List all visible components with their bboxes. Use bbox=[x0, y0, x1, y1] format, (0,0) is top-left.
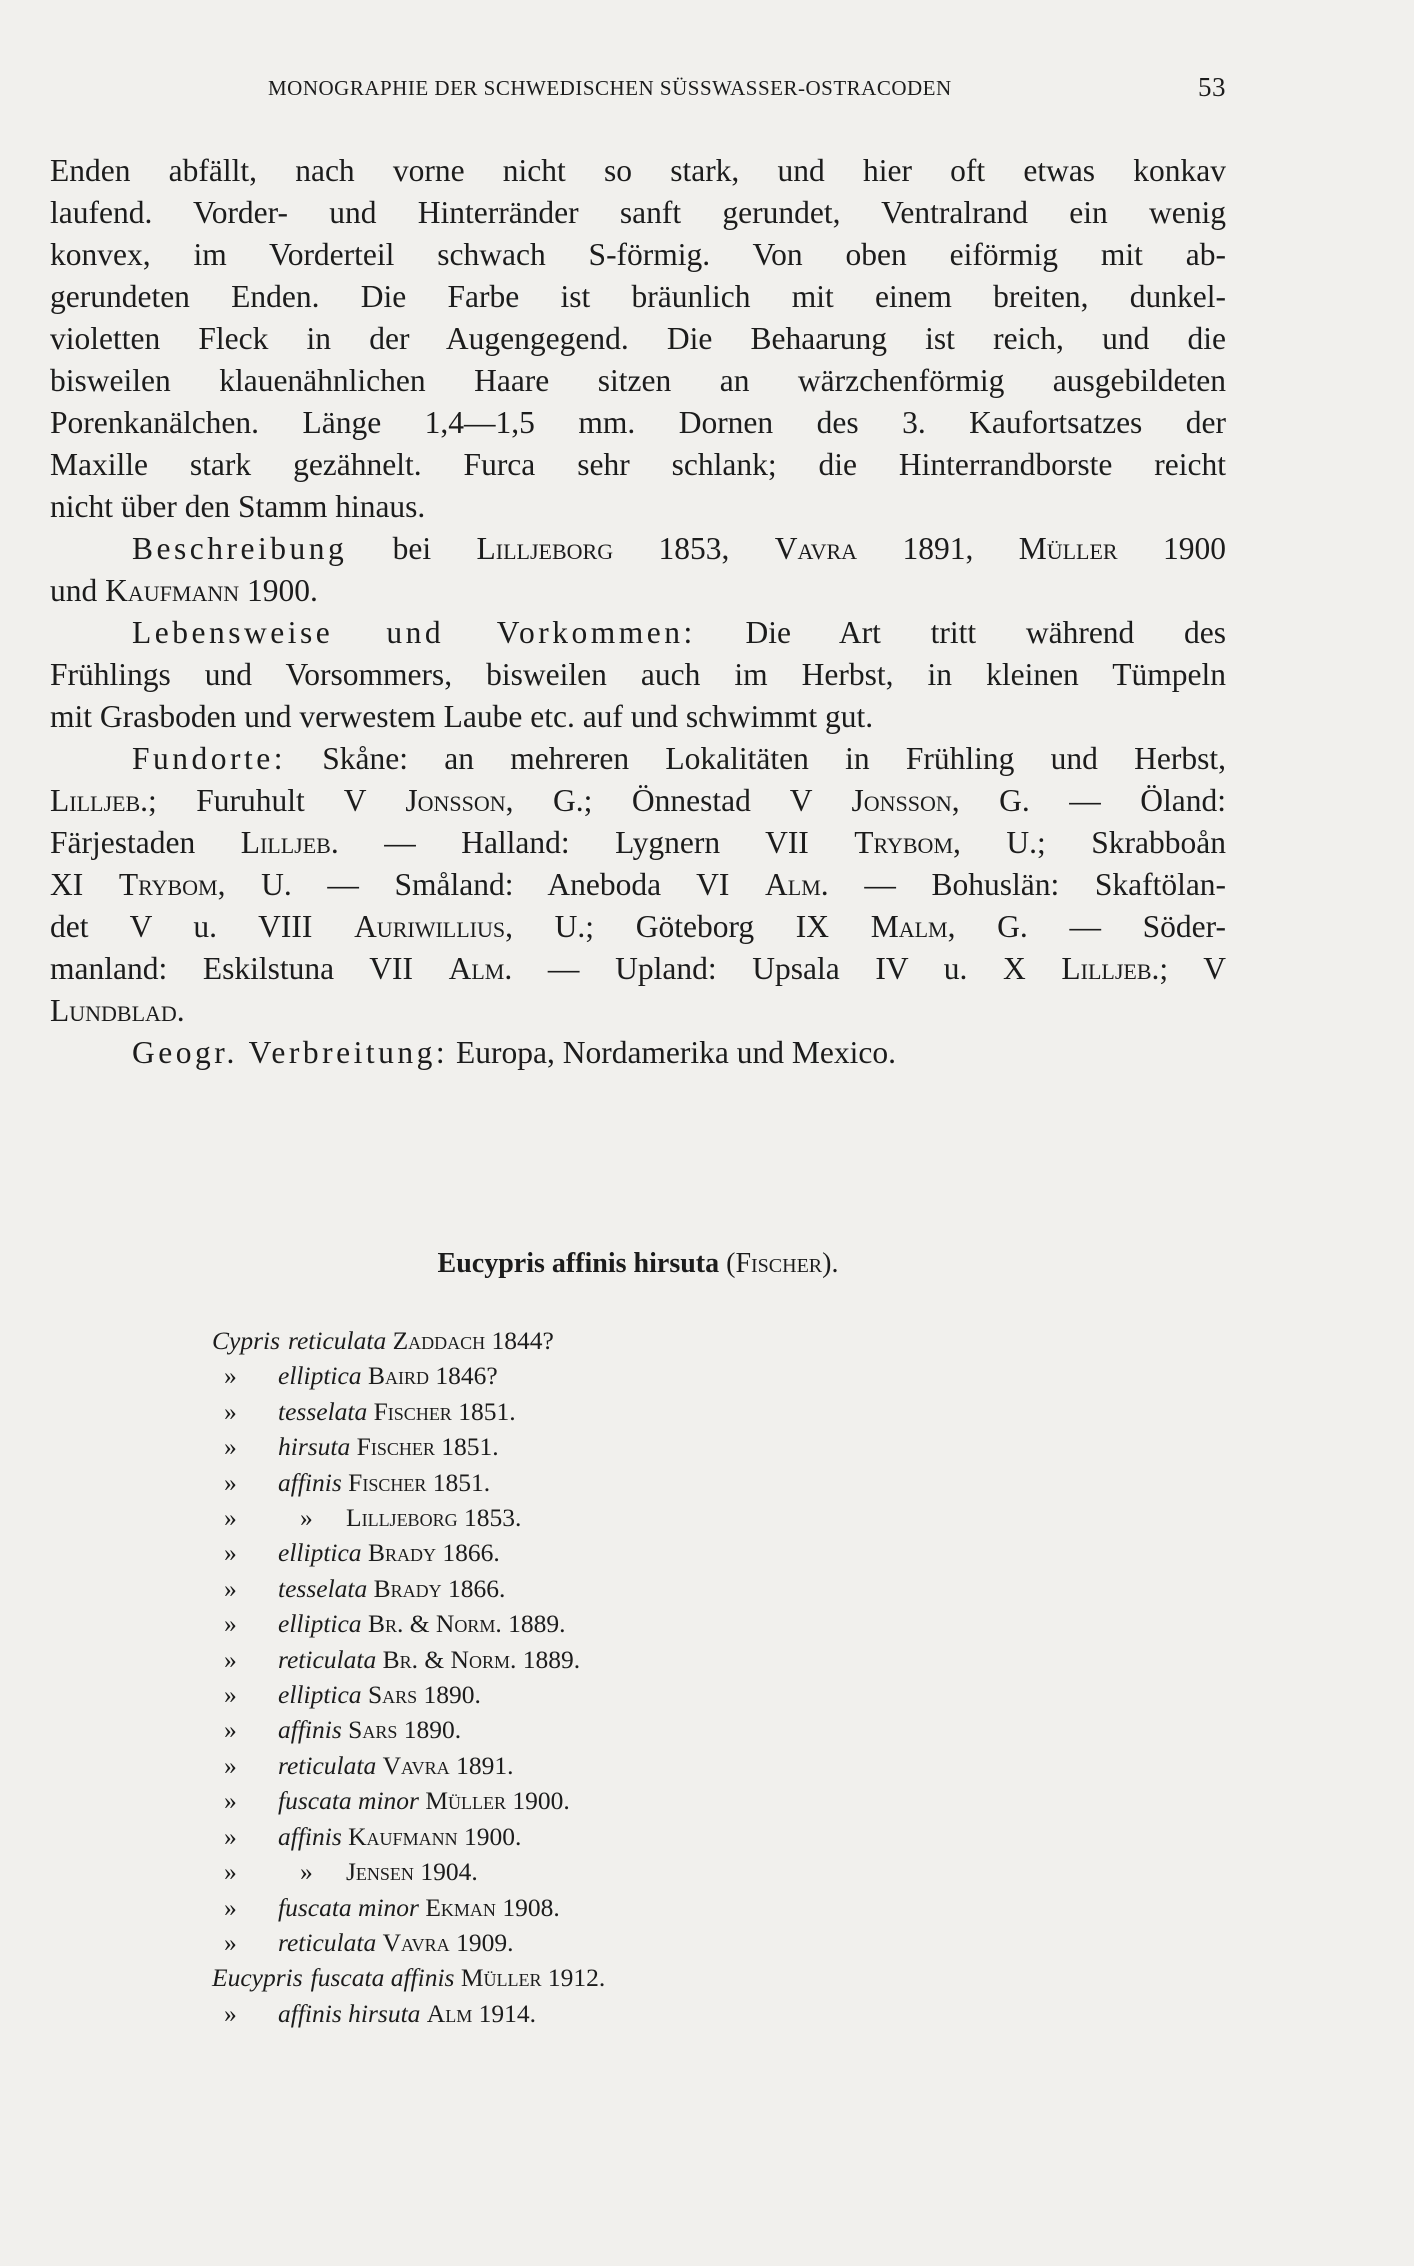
text-run: — Halland: Lygnern VII bbox=[384, 825, 809, 860]
text-line: Maxille stark gezähnelt. Furca sehr schlank; die Hinterrandborste reicht bbox=[50, 447, 1226, 482]
synonymy-year: 1889. bbox=[522, 1644, 581, 1674]
synonymy-year: 1846? bbox=[435, 1361, 498, 1391]
text-run: bei bbox=[392, 531, 432, 566]
synonymy-year: 1890. bbox=[403, 1715, 462, 1745]
text-run: det V u. VIII bbox=[50, 909, 313, 944]
synonymy-year: 1866. bbox=[442, 1538, 500, 1568]
synonymy-epithet: reticulata bbox=[278, 1927, 377, 1957]
synonymy-ditto: » bbox=[300, 1503, 313, 1533]
synonymy-author: Müller bbox=[460, 1963, 542, 1993]
synonymy-genus: » bbox=[224, 1927, 237, 1957]
text-line: Enden abfällt, nach vorne nicht so stark, und hier oft etwas konkav bbox=[50, 153, 1226, 188]
synonymy-epithet: elliptica bbox=[278, 1361, 362, 1391]
synonymy-year: 1866. bbox=[448, 1573, 506, 1603]
text-run: — Upland: Upsala IV u. X bbox=[547, 951, 1026, 986]
synonymy-genus: » bbox=[224, 1467, 237, 1497]
synonymy-year: 1914. bbox=[478, 1998, 536, 2028]
text-run: — Öland: bbox=[1069, 783, 1227, 818]
text-run: Färjestaden bbox=[50, 825, 196, 860]
synonymy-genus: » bbox=[224, 1680, 237, 1710]
synonymy-author: Sars bbox=[348, 1715, 398, 1745]
synonymy-genus: » bbox=[224, 1644, 237, 1674]
synonymy-year: 1851. bbox=[441, 1432, 499, 1462]
synonymy-list bbox=[212, 1323, 605, 2031]
synonymy-entry bbox=[212, 1358, 605, 1393]
text-line: bisweilen klauenähnlichen Haare sitzen an wärzchenförmig ausgebildeten bbox=[50, 363, 1226, 398]
synonymy-epithet: fuscata minor bbox=[278, 1786, 419, 1816]
synonymy-year: 1851. bbox=[458, 1396, 516, 1426]
synonymy-epithet: reticulata bbox=[288, 1326, 387, 1355]
page-number: 53 bbox=[1198, 72, 1226, 102]
text-run: Skåne: an mehreren Lokalitäten in Frühling und Herbst, bbox=[322, 741, 1227, 776]
species-author: (Fischer). bbox=[726, 1248, 839, 1279]
synonymy-entry bbox=[212, 1819, 605, 1854]
synonymy-author: Fischer bbox=[348, 1467, 427, 1497]
synonymy-year: 1908. bbox=[502, 1892, 560, 1922]
synonymy-epithet: elliptica bbox=[278, 1538, 362, 1568]
author-name: Auriwillius, U. bbox=[354, 909, 586, 944]
synonymy-genus: » bbox=[224, 1857, 237, 1887]
text-line: violetten Fleck in der Augengegend. Die Behaarung ist reich, und die bbox=[50, 321, 1226, 356]
synonymy-author: Baird bbox=[367, 1361, 429, 1391]
synonymy-year: 1851. bbox=[432, 1467, 491, 1497]
author-name: Lilljeb. bbox=[1061, 951, 1160, 986]
synonymy-author: Brady bbox=[373, 1573, 442, 1603]
text-line bbox=[50, 780, 1226, 822]
synonymy-author: Brady bbox=[367, 1538, 436, 1568]
synonymy-entry bbox=[212, 1465, 605, 1500]
synonymy-author: Müller bbox=[425, 1786, 507, 1816]
author-name: Lilljeb. bbox=[50, 783, 148, 818]
synonymy-epithet: affinis bbox=[278, 1715, 342, 1745]
author-name: Malm, G. bbox=[870, 909, 1028, 944]
text-line bbox=[50, 612, 1226, 654]
text-line: Frühlings und Vorsommers, bisweilen auch im Herbst, in kleinen Tümpeln bbox=[50, 657, 1226, 692]
author-name: Jonsson, G. bbox=[405, 783, 584, 818]
synonymy-genus: » bbox=[224, 1396, 237, 1426]
text-line bbox=[50, 864, 1226, 906]
author-name: Alm. bbox=[448, 951, 513, 986]
author-name: Lundblad. bbox=[50, 993, 185, 1028]
section-title bbox=[50, 1248, 1226, 1280]
synonymy-genus: » bbox=[224, 1538, 237, 1568]
text-line bbox=[50, 570, 1226, 612]
body-text bbox=[50, 150, 1226, 1074]
synonymy-year: 1853. bbox=[463, 1503, 522, 1533]
author-name: Trybom, U. bbox=[118, 867, 292, 902]
synonymy-year: 1844? bbox=[491, 1326, 554, 1355]
synonymy-epithet: tesselata bbox=[278, 1396, 368, 1426]
synonymy-genus: » bbox=[224, 1609, 237, 1639]
text-run: ; V bbox=[1159, 951, 1227, 986]
text-run: 1853, bbox=[658, 531, 730, 566]
author-name: Jonsson, G. bbox=[851, 783, 1030, 818]
author-name: Vavra bbox=[774, 531, 858, 566]
synonymy-entry bbox=[212, 1606, 605, 1641]
paragraph-heading: Fundorte: bbox=[132, 741, 286, 776]
paragraph-lebensweise bbox=[50, 612, 1226, 738]
synonymy-genus: » bbox=[224, 1786, 237, 1816]
synonymy-year: 1890. bbox=[423, 1680, 481, 1710]
text-run: Die Art tritt während des bbox=[745, 615, 1227, 650]
synonymy-entry bbox=[212, 1960, 605, 1995]
synonymy-entry bbox=[212, 1748, 605, 1783]
paragraph-beschreibung bbox=[50, 528, 1226, 612]
text-run: ; Skrabboån bbox=[1037, 825, 1226, 860]
text-run: 1900 bbox=[1163, 531, 1227, 566]
synonymy-year: 1889. bbox=[508, 1609, 566, 1639]
synonymy-ditto: » bbox=[300, 1857, 313, 1887]
synonymy-entry bbox=[212, 1394, 605, 1429]
text-line bbox=[50, 948, 1226, 990]
synonymy-entry bbox=[212, 1642, 605, 1677]
synonymy-genus: Cypris bbox=[212, 1326, 281, 1355]
synonymy-genus: » bbox=[224, 1821, 237, 1851]
synonymy-year: 1904. bbox=[420, 1857, 478, 1887]
paragraph-fundorte bbox=[50, 738, 1226, 1032]
text-line bbox=[50, 822, 1226, 864]
running-head bbox=[50, 70, 1226, 110]
synonymy-genus: » bbox=[224, 1715, 237, 1745]
text-line: konvex, im Vorderteil schwach S-förmig. Von oben eiförmig mit ab- bbox=[50, 237, 1226, 272]
synonymy-author: Jensen bbox=[346, 1857, 414, 1887]
author-name: Trybom, U. bbox=[854, 825, 1038, 860]
synonymy-genus: » bbox=[224, 1573, 237, 1603]
synonymy-year: 1900. bbox=[512, 1786, 570, 1816]
text-line bbox=[50, 528, 1226, 570]
synonymy-year: 1900. bbox=[463, 1821, 522, 1851]
author-name: Alm. bbox=[765, 867, 829, 902]
text-run: XI bbox=[50, 867, 84, 902]
paragraph-description bbox=[50, 150, 1226, 528]
text-line: Porenkanälchen. Länge 1,4—1,5 mm. Dornen des 3. Kaufortsatzes der bbox=[50, 405, 1226, 440]
paragraph-heading: Beschreibung bbox=[132, 531, 348, 566]
synonymy-entry bbox=[212, 1925, 605, 1960]
synonymy-genus: » bbox=[224, 1998, 237, 2028]
synonymy-author: Br. & Norm. bbox=[367, 1609, 502, 1639]
text-run: Europa, Nordamerika und Mexico. bbox=[456, 1035, 896, 1070]
synonymy-epithet: reticulata bbox=[278, 1644, 377, 1674]
text-line bbox=[50, 990, 1226, 1032]
synonymy-entry bbox=[212, 1323, 605, 1358]
text-run: — Söder- bbox=[1069, 909, 1226, 944]
paragraph-heading: Lebensweise und Vorkommen: bbox=[132, 615, 696, 650]
text-line: mit Grasboden und verwestem Laube etc. auf und schwimmt gut. bbox=[50, 699, 874, 734]
synonymy-epithet: affinis bbox=[278, 1467, 342, 1497]
synonymy-author: Kaufmann bbox=[348, 1821, 458, 1851]
text-run: ; Önnestad V bbox=[583, 783, 812, 818]
text-run: 1891, bbox=[902, 531, 974, 566]
text-run: und bbox=[50, 573, 98, 608]
synonymy-author: Vavra bbox=[382, 1750, 450, 1780]
synonymy-entry bbox=[212, 1783, 605, 1818]
synonymy-epithet: fuscata minor bbox=[278, 1892, 419, 1922]
text-run: manland: Eskilstuna VII bbox=[50, 951, 413, 986]
text-line: nicht über den Stamm hinaus. bbox=[50, 489, 426, 524]
synonymy-genus: » bbox=[224, 1892, 237, 1922]
synonymy-author: Lilljeborg bbox=[346, 1503, 458, 1533]
author-name: Kaufmann bbox=[105, 573, 240, 608]
synonymy-author: Br. & Norm. bbox=[382, 1644, 517, 1674]
paragraph-heading: Geogr. Verbreitung: bbox=[132, 1035, 449, 1070]
synonymy-author: Sars bbox=[367, 1680, 418, 1710]
author-name: Müller bbox=[1018, 531, 1118, 566]
synonymy-genus: Eucypris bbox=[212, 1963, 303, 1993]
text-run: 1900. bbox=[246, 573, 318, 608]
text-line: laufend. Vorder- und Hinterränder sanft gerundet, Ventralrand ein wenig bbox=[50, 195, 1226, 230]
synonymy-epithet: tesselata bbox=[278, 1573, 368, 1603]
synonymy-author: Fischer bbox=[373, 1396, 452, 1426]
synonymy-author: Alm bbox=[426, 1998, 473, 2028]
synonymy-year: 1912. bbox=[547, 1963, 606, 1993]
synonymy-genus: » bbox=[224, 1503, 237, 1533]
synonymy-year: 1909. bbox=[456, 1927, 514, 1957]
synonymy-entry bbox=[212, 1854, 605, 1889]
synonymy-entry bbox=[212, 1890, 605, 1925]
synonymy-entry bbox=[212, 1571, 605, 1606]
synonymy-entry bbox=[212, 1500, 605, 1535]
synonymy-epithet: reticulata bbox=[278, 1750, 377, 1780]
synonymy-author: Fischer bbox=[356, 1432, 435, 1462]
author-name: Lilljeb. bbox=[240, 825, 339, 860]
synonymy-epithet: elliptica bbox=[278, 1609, 362, 1639]
paragraph-geogr bbox=[50, 1032, 1226, 1074]
synonymy-epithet: elliptica bbox=[278, 1680, 362, 1710]
text-run: ; Göteborg IX bbox=[585, 909, 830, 944]
synonymy-genus: » bbox=[224, 1361, 237, 1391]
synonymy-entry bbox=[212, 1712, 605, 1747]
synonymy-year: 1891. bbox=[456, 1750, 514, 1780]
synonymy-author: Ekman bbox=[425, 1892, 496, 1922]
text-line bbox=[50, 738, 1226, 780]
text-run: — Bohuslän: Skaftölan- bbox=[864, 867, 1227, 902]
species-name: Eucypris affinis hirsuta bbox=[437, 1248, 720, 1279]
synonymy-entry bbox=[212, 1535, 605, 1570]
author-name: Lilljeborg bbox=[476, 531, 614, 566]
page bbox=[50, 70, 1226, 2220]
synonymy-epithet: affinis hirsuta bbox=[278, 1998, 421, 2028]
synonymy-genus: » bbox=[224, 1432, 237, 1462]
synonymy-entry bbox=[212, 1429, 605, 1464]
synonymy-epithet: hirsuta bbox=[278, 1432, 351, 1462]
text-run: — Småland: Aneboda VI bbox=[327, 867, 730, 902]
synonymy-epithet: affinis bbox=[278, 1821, 342, 1851]
synonymy-genus: » bbox=[224, 1750, 237, 1780]
text-line bbox=[50, 1032, 1226, 1074]
text-line bbox=[50, 906, 1226, 948]
synonymy-entry bbox=[212, 1996, 605, 2031]
synonymy-entry bbox=[212, 1677, 605, 1712]
synonymy-author: Zaddach bbox=[392, 1326, 486, 1355]
text-line: gerundeten Enden. Die Farbe ist bräunlich mit einem breiten, dunkel- bbox=[50, 279, 1226, 314]
running-head-title: MONOGRAPHIE DER SCHWEDISCHEN SÜSSWASSER-OSTRACODEN bbox=[268, 76, 952, 100]
text-run: ; Furuhult V bbox=[148, 783, 366, 818]
synonymy-author: Vavra bbox=[382, 1927, 450, 1957]
synonymy-epithet: fuscata affinis bbox=[310, 1963, 455, 1993]
